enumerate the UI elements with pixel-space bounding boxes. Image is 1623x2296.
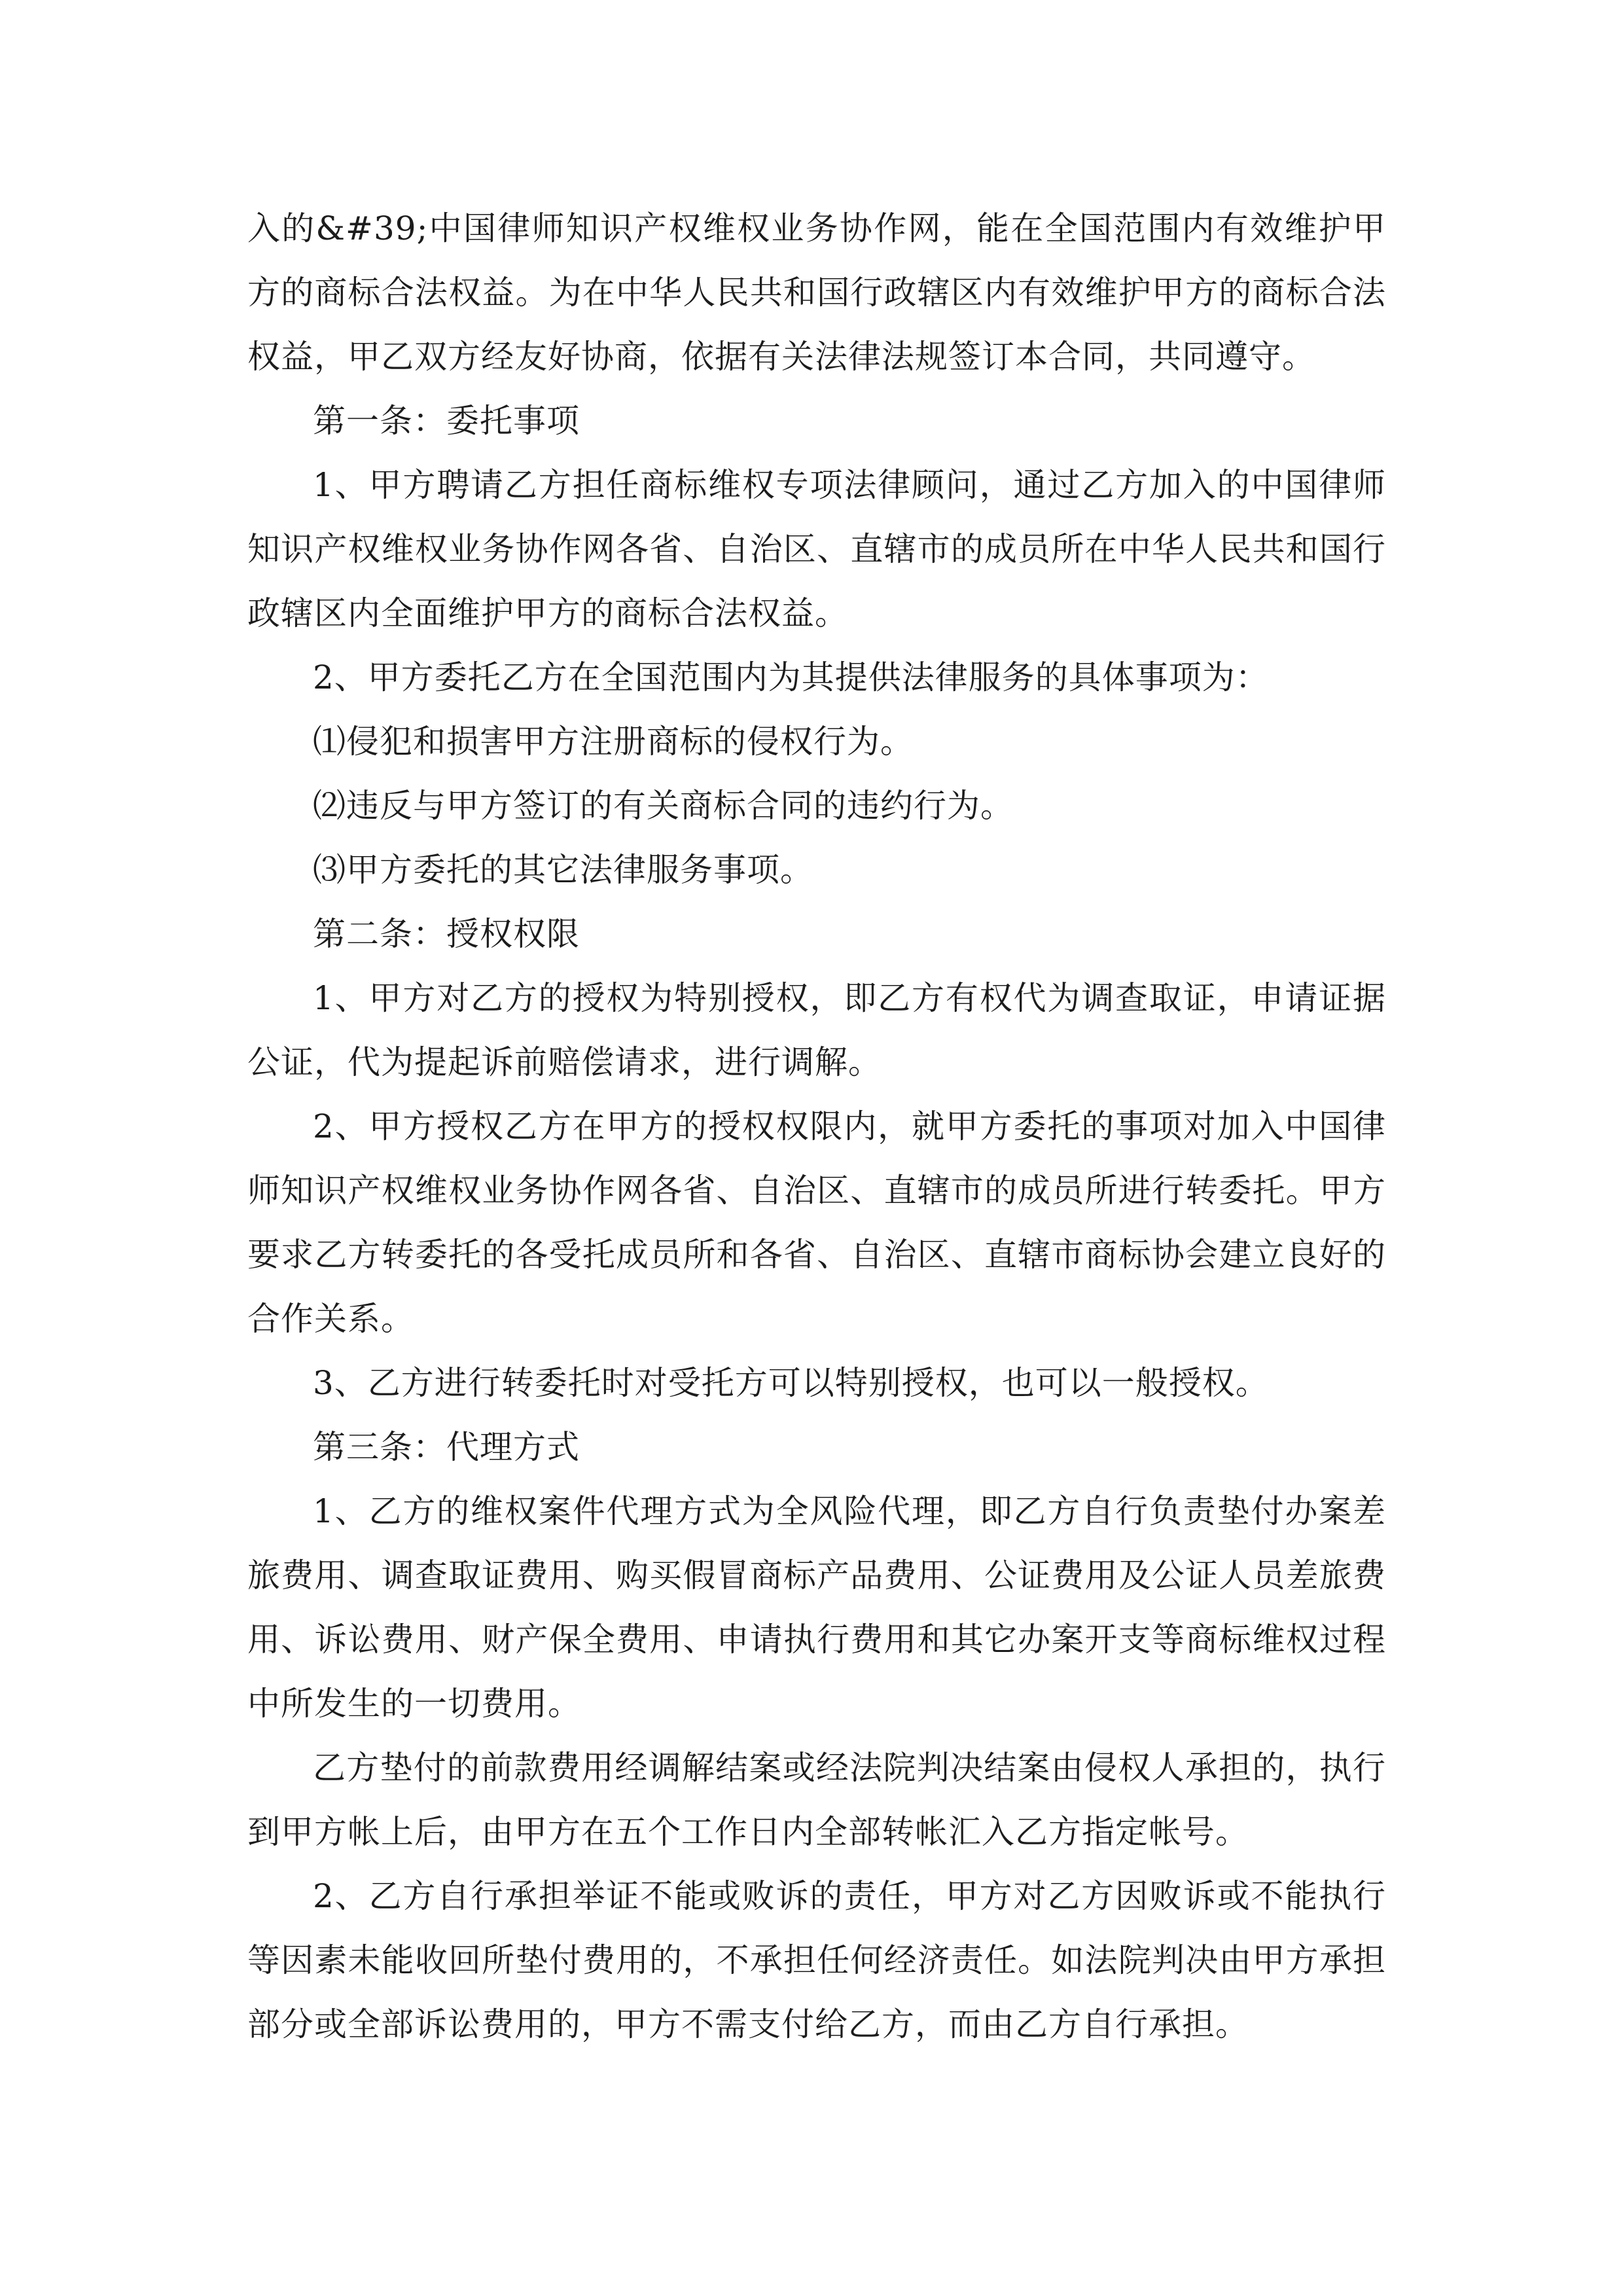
list-item-3: ⑶甲方委托的其它法律服务事项。 — [313, 851, 813, 889]
paragraph-article-3-item-1: 1、乙方的维权案件代理方式为全风险代理，即乙方自行负责垫付办案差旅费用、调查取证费用、购买假冒商标产品费用、公证费用及公证人员差旅费用、诉讼费用、财产保全费用、申请执行费用和其它办案开支等商标维权过程中所发生的一切费用。 — [247, 1492, 1386, 1723]
list-item-2: ⑵违反与甲方签订的有关商标合同的违约行为。 — [313, 787, 1014, 825]
paragraph-intro: 入的&#39;中国律师知识产权维权业务协作网，能在全国范围内有效维护甲方的商标合法权益。为在中华人民共和国行政辖区内有效维护甲方的商标合法权益，甲乙双方经友好协商，依据有关法律法规签订本合同，共同遵守。 — [247, 209, 1386, 376]
document-page — [247, 196, 1386, 2056]
paragraph-article-2-item-2: 2、甲方授权乙方在甲方的授权权限内，就甲方委托的事项对加入中国律师知识产权维权业务协作网各省、自治区、直辖市的成员所进行转委托。甲方要求乙方转委托的各受托成员所和各省、自治区、直辖市商标协会建立良好的合作关系。 — [247, 1107, 1386, 1338]
heading-article-3: 第三条：代理方式 — [313, 1428, 580, 1466]
paragraph-article-3-item-2: 2、乙方自行承担举证不能或败诉的责任，甲方对乙方因败诉或不能执行等因素未能收回所垫付费用的，不承担任何经济责任。如法院判决由甲方承担部分或全部诉讼费用的，甲方不需支付给乙方，而由乙方自行承担。 — [247, 1877, 1386, 2043]
heading-article-1: 第一条：委托事项 — [313, 402, 580, 440]
paragraph-article-2-item-1: 1、甲方对乙方的授权为特别授权，即乙方有权代为调查取证，申请证据公证，代为提起诉前赔偿请求，进行调解。 — [247, 979, 1386, 1081]
heading-article-2: 第二条：授权权限 — [313, 915, 580, 953]
paragraph-article-1-item-1: 1、甲方聘请乙方担任商标维权专项法律顾问，通过乙方加入的中国律师知识产权维权业务协作网各省、自治区、直辖市的成员所在中华人民共和国行政辖区内全面维护甲方的商标合法权益。 — [247, 466, 1386, 632]
list-item-1: ⑴侵犯和损害甲方注册商标的侵权行为。 — [313, 723, 914, 761]
paragraph-article-1-item-2: 2、甲方委托乙方在全国范围内为其提供法律服务的具体事项为： — [313, 658, 1269, 696]
paragraph-article-2-item-3: 3、乙方进行转委托时对受托方可以特别授权，也可以一般授权。 — [313, 1364, 1269, 1402]
paragraph-article-3-note: 乙方垫付的前款费用经调解结案或经法院判决结案由侵权人承担的，执行到甲方帐上后，由甲方在五个工作日内全部转帐汇入乙方指定帐号。 — [247, 1749, 1386, 1851]
